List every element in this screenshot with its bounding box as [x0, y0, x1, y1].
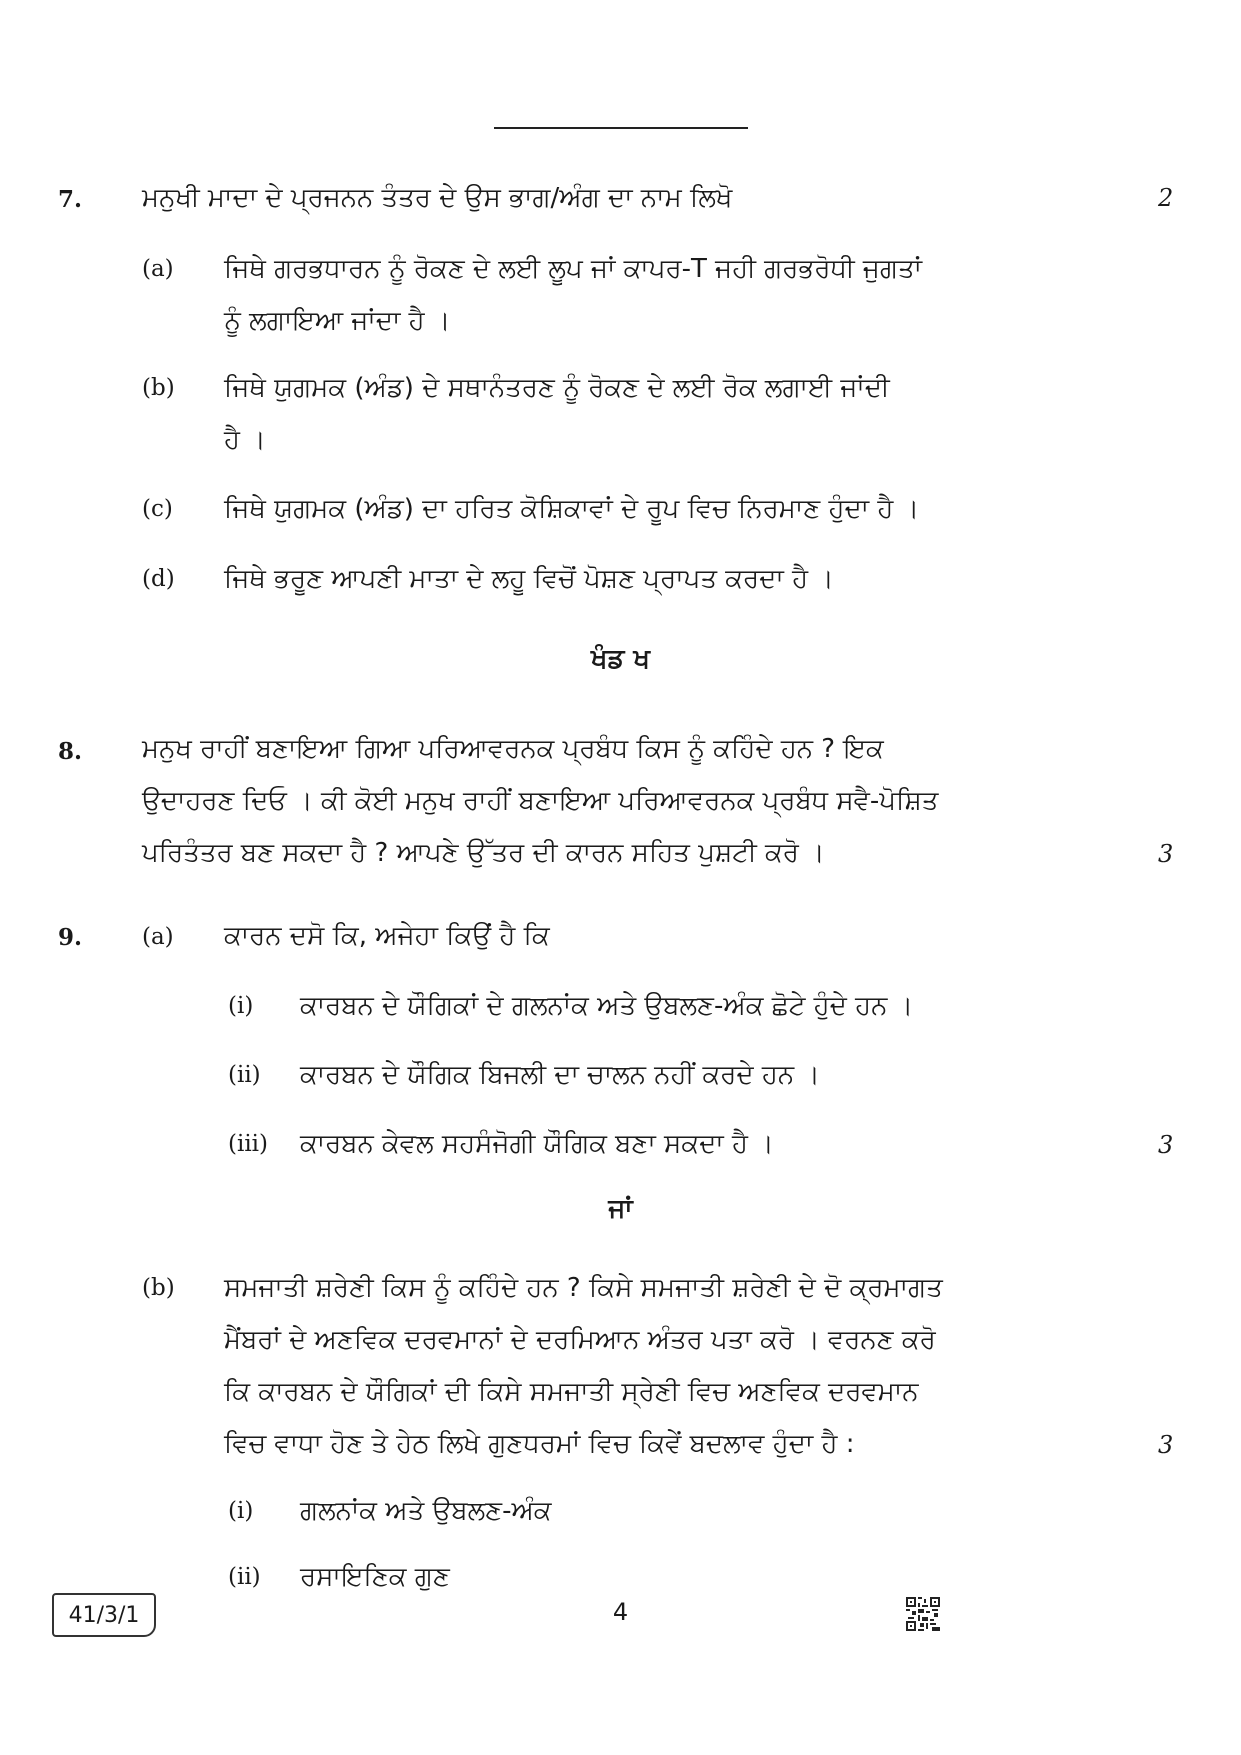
- q9a-text: ਕਾਰਨ ਦਸੋ ਕਿ, ਅਜੇਹਾ ਕਿਉਂ ਹੈ ਕਿ: [224, 921, 550, 951]
- q9b-line-2: ਮੈਂਬਰਾਂ ਦੇ ਅਣਵਿਕ ਦਰਵਮਾਨਾਂ ਦੇ ਦਰਮਿਆਨ ਅੰਤਰ ਪਤਾ ਕਰੋ । ਵਰਨਣ ਕਰੋ: [224, 1325, 936, 1355]
- qr-code-icon: [906, 1597, 940, 1631]
- q9a-marks: 3: [1158, 1131, 1174, 1159]
- q7d-line-1: ਜਿਥੇ ਭਰੂਣ ਆਪਣੀ ਮਾਤਾ ਦੇ ਲਹੂ ਵਿਚੋਂ ਪੋਸ਼ਣ ਪ੍ਰਾਪਤ ਕਰਦਾ ਹੈ ।: [224, 564, 834, 594]
- q7b-line-1: ਜਿਥੇ ਯੁਗਮਕ (ਅੰਡ) ਦੇ ਸਥਾਨੰਤਰਣ ਨੂੰ ਰੋਕਣ ਦੇ ਲਈ ਰੋਕ ਲਗਾਈ ਜਾਂਦੀ: [224, 373, 890, 403]
- q8-line-3: ਪਰਿਤੰਤਰ ਬਣ ਸਕਦਾ ਹੈ ? ਆਪਣੇ ਉੱਤਰ ਦੀ ਕਾਰਨ ਸਹਿਤ ਪੁਸ਼ਟੀ ਕਰੋ ।: [142, 838, 825, 868]
- q9a-ii-text: ਕਾਰਬਨ ਦੇ ਯੌਗਿਕ ਬਿਜਲੀ ਦਾ ਚਾਲਨ ਨਹੀਂ ਕਰਦੇ ਹਨ ।: [300, 1060, 820, 1090]
- top-rule: [494, 127, 748, 129]
- q7a-line-2: ਨੂੰ ਲਗਾਇਆ ਜਾਂਦਾ ਹੈ ।: [224, 306, 451, 336]
- q9a-i-text: ਕਾਰਬਨ ਦੇ ਯੌਗਿਕਾਂ ਦੇ ਗਲਨਾਂਕ ਅਤੇ ਉਬਲਣ-ਅੰਕ ਛੋਟੇ ਹੁੰਦੇ ਹਨ ।: [300, 991, 914, 1021]
- q9a-ii-label: (ii): [228, 1062, 261, 1088]
- q8-number: 8.: [58, 738, 83, 765]
- q9a-iii-text: ਕਾਰਬਨ ਕੇਵਲ ਸਹਸੰਜੋਗੀ ਯੌਗਿਕ ਬਣਾ ਸਕਦਾ ਹੈ ।: [300, 1129, 774, 1159]
- q9b-line-1: ਸਮਜਾਤੀ ਸ਼ਰੇਣੀ ਕਿਸ ਨੂੰ ਕਹਿੰਦੇ ਹਨ ? ਕਿਸੇ ਸਮਜਾਤੀ ਸ਼ਰੇਣੀ ਦੇ ਦੋ ਕ੍ਰਮਾਗਤ: [224, 1273, 943, 1303]
- q7c-line-1: ਜਿਥੇ ਯੁਗਮਕ (ਅੰਡ) ਦਾ ਹਰਿਤ ਕੋਸ਼ਿਕਾਵਾਂ ਦੇ ਰੂਪ ਵਿਚ ਨਿਰਮਾਣ ਹੁੰਦਾ ਹੈ ।: [224, 494, 920, 524]
- q7d-label: (d): [142, 566, 175, 592]
- q7b-line-2: ਹੈ ।: [224, 425, 266, 455]
- q7-marks: 2: [1158, 184, 1174, 212]
- q9b-ii-label: (ii): [228, 1564, 261, 1590]
- q9b-line-3: ਕਿ ਕਾਰਬਨ ਦੇ ਯੌਗਿਕਾਂ ਦੀ ਕਿਸੇ ਸਮਜਾਤੀ ਸ੍ਰੇਣੀ ਵਿਚ ਅਣਵਿਕ ਦਰਵਮਾਨ: [224, 1377, 919, 1407]
- or-heading: ਜਾਂ: [608, 1194, 633, 1224]
- q9a-iii-label: (iii): [228, 1131, 269, 1157]
- q7a-label: (a): [142, 256, 174, 282]
- q9a-i-label: (i): [228, 993, 254, 1019]
- q9-number: 9.: [58, 924, 83, 951]
- q9a-label: (a): [142, 924, 174, 950]
- q7b-label: (b): [142, 375, 175, 401]
- q7-number: 7.: [58, 186, 83, 213]
- q7a-line-1: ਜਿਥੇ ਗਰਭਧਾਰਨ ਨੂੰ ਰੋਕਣ ਦੇ ਲਈ ਲੂਪ ਜਾਂ ਕਾਪਰ-T ਜਹੀ ਗਰਭਰੋਧੀ ਜੁਗਤਾਂ: [224, 254, 923, 284]
- q9b-i-text: ਗਲਨਾਂਕ ਅਤੇ ਉਬਲਣ-ਅੰਕ: [300, 1496, 552, 1526]
- q8-line-1: ਮਨੁਖ ਰਾਹੀਂ ਬਣਾਇਆ ਗਿਆ ਪਰਿਆਵਰਨਕ ਪ੍ਰਬੰਧ ਕਿਸ ਨੂੰ ਕਹਿੰਦੇ ਹਨ ? ਇਕ: [142, 734, 884, 764]
- q9b-line-4: ਵਿਚ ਵਾਧਾ ਹੋਣ ਤੇ ਹੇਠ ਲਿਖੇ ਗੁਣਧਰਮਾਂ ਵਿਚ ਕਿਵੇਂ ਬਦਲਾਵ ਹੁੰਦਾ ਹੈ :: [224, 1429, 855, 1459]
- paper-code: 41/3/1: [68, 1602, 140, 1628]
- q9b-i-label: (i): [228, 1498, 254, 1524]
- q7-text: ਮਨੁਖੀ ਮਾਦਾ ਦੇ ਪ੍ਰਜਨਨ ਤੰਤਰ ਦੇ ਉਸ ਭਾਗ/ਅੰਗ ਦਾ ਨਾਮ ਲਿਖੋ: [142, 183, 733, 213]
- q9b-marks: 3: [1158, 1431, 1174, 1459]
- q8-marks: 3: [1158, 840, 1174, 868]
- q7c-label: (c): [142, 496, 173, 522]
- q9b-label: (b): [142, 1275, 175, 1301]
- section-heading: ਖੰਡ ਖ: [591, 644, 650, 674]
- q9b-ii-text: ਰਸਾਇਣਿਕ ਗੁਣ: [300, 1562, 450, 1592]
- page-number: 4: [612, 1598, 629, 1626]
- q8-line-2: ਉਦਾਹਰਣ ਦਿਓ । ਕੀ ਕੋਈ ਮਨੁਖ ਰਾਹੀਂ ਬਣਾਇਆ ਪਰਿਆਵਰਨਕ ਪ੍ਰਬੰਧ ਸਵੈ-ਪੋਸ਼ਿਤ: [142, 786, 939, 816]
